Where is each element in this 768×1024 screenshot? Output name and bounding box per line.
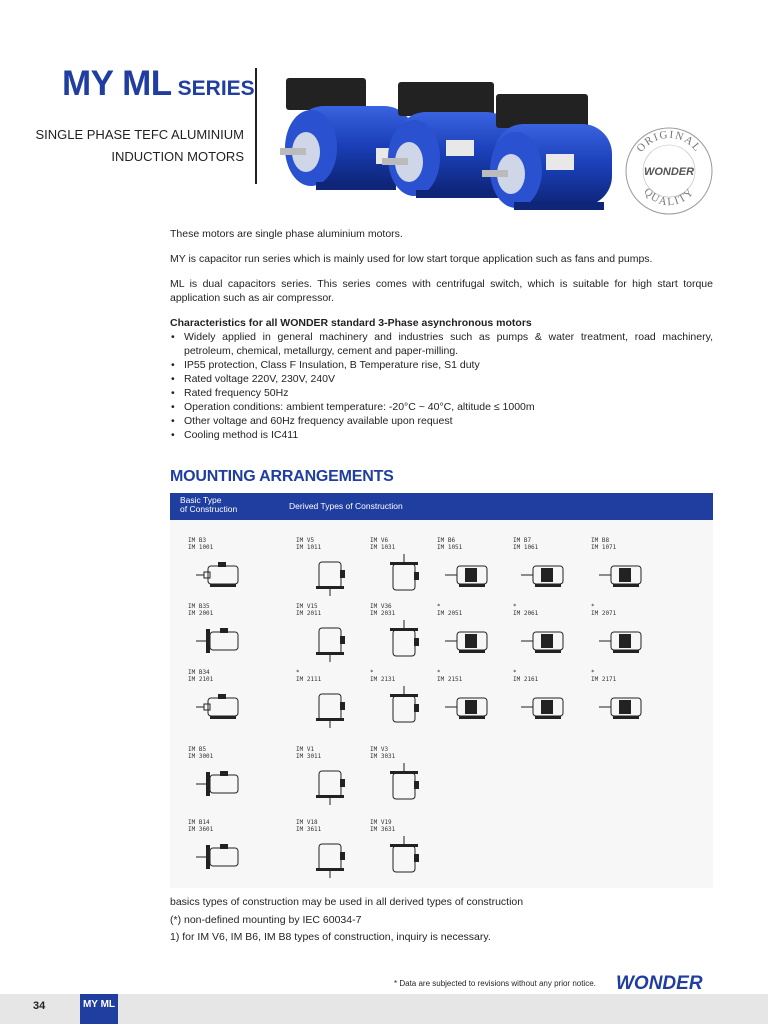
mounting-diagram-icon: [304, 620, 358, 662]
characteristics-title: Characteristics for all WONDER standard 3-Phase asynchronous motors: [170, 317, 532, 329]
seal-brand: WONDER: [643, 166, 695, 178]
mounting-cell: [437, 670, 507, 732]
characteristics-item: • Widely applied in general machinery and industries such as pumps & water treatment, road machinery, petroleum, chemical, metallurgy, cement and paper-milling.: [170, 330, 713, 358]
title-divider: [255, 68, 257, 184]
mounting-cell: [370, 747, 440, 809]
mounting-cell: [370, 604, 440, 666]
mounting-cell-label: IM V5 IM 1011: [296, 537, 322, 551]
mounting-cell-label: * IM 2161: [513, 669, 539, 683]
mounting-cell-label: IM V3 IM 3031: [370, 746, 396, 760]
page-title: [62, 64, 255, 104]
mounting-diagram-icon: [445, 686, 499, 728]
mounting-diagram-icon: [196, 686, 250, 728]
mounting-cell-label: * IM 2111: [296, 669, 322, 683]
mounting-cell: [188, 747, 258, 809]
mounting-cell-label: * IM 2061: [513, 603, 539, 617]
characteristics-item: • Rated frequency 50Hz: [170, 386, 713, 400]
seal-top-text: ORIGINAL: [634, 128, 704, 155]
intro-paragraph-1: These motors are single phase aluminium motors.: [170, 228, 403, 240]
mounting-diagram-icon: [304, 763, 358, 805]
mounting-diagram-icon: [196, 620, 250, 662]
mounting-diagram-icon: [378, 620, 432, 662]
subtitle-line-1: SINGLE PHASE TEFC ALUMINIUM: [35, 127, 244, 142]
mounting-cell: [370, 820, 440, 882]
mounting-cell: [591, 538, 661, 600]
mounting-diagram-icon: [521, 686, 575, 728]
mounting-cell-label: IM B35 IM 2001: [188, 603, 214, 617]
mounting-cell: [513, 670, 583, 732]
mounting-cell-label: IM B14 IM 3601: [188, 819, 214, 833]
mounting-diagram-icon: [304, 554, 358, 596]
title-series: SERIES: [177, 77, 255, 100]
page-number: 34: [33, 1000, 46, 1012]
mounting-diagram-icon: [378, 836, 432, 878]
mounting-cell-label: IM B8 IM 1071: [591, 537, 617, 551]
wonder-logo: [616, 971, 714, 993]
mounting-cell: [591, 670, 661, 732]
mounting-cell: [437, 604, 507, 666]
mounting-cell-label: IM V6 IM 1031: [370, 537, 396, 551]
intro-paragraph-2: MY is capacitor run series which is mainly used for low start torque application such as fans and pumps.: [170, 253, 653, 265]
seal-bottom-text: QUALITY: [641, 185, 697, 209]
characteristics-item: • Cooling method is IC411: [170, 428, 713, 442]
mounting-cell: [513, 604, 583, 666]
mounting-cell-label: IM V18 IM 3611: [296, 819, 322, 833]
characteristics-item: • Operation conditions: ambient temperature: -20°C ~ 40°C, altitude ≤ 1000m: [170, 400, 713, 414]
quality-seal-icon: [624, 126, 714, 216]
mounting-cell: [296, 604, 366, 666]
note-3: 1) for IM V6, IM B6, IM B8 types of construction, inquiry is necessary.: [170, 931, 491, 943]
header-derived-types: Derived Types of Construction: [289, 501, 403, 511]
mounting-diagram-icon: [521, 620, 575, 662]
mounting-diagram-icon: [304, 686, 358, 728]
mounting-cell-label: * IM 2071: [591, 603, 617, 617]
title-main: MY ML: [62, 64, 172, 103]
characteristics-item: • Rated voltage 220V, 230V, 240V: [170, 372, 713, 386]
mounting-grid: [170, 520, 713, 888]
mounting-cell: [591, 604, 661, 666]
mounting-diagram-icon: [378, 686, 432, 728]
mounting-section-title: MOUNTING ARRANGEMENTS: [170, 468, 394, 485]
mounting-diagram-icon: [599, 620, 653, 662]
note-1: basics types of construction may be used in all derived types of construction: [170, 896, 524, 908]
characteristics-item: • Other voltage and 60Hz frequency available upon request: [170, 414, 713, 428]
mounting-cell-label: * IM 2051: [437, 603, 463, 617]
mounting-cell: [370, 538, 440, 600]
mounting-cell: [296, 670, 366, 732]
mounting-diagram-icon: [521, 554, 575, 596]
header-basic-type: Basic Type of Construction: [180, 495, 238, 514]
mounting-cell-label: * IM 2171: [591, 669, 617, 683]
note-2: (*) non-defined mounting by IEC 60034-7: [170, 913, 362, 926]
mounting-cell: [296, 820, 366, 882]
subtitle-line-2: INDUCTION MOTORS: [111, 149, 244, 164]
mounting-cell: [370, 670, 440, 732]
mounting-cell-label: IM B34 IM 2101: [188, 669, 214, 683]
mounting-diagram-icon: [196, 554, 250, 596]
mounting-cell-label: * IM 2151: [437, 669, 463, 683]
motor-3: [482, 94, 612, 210]
mounting-diagram-icon: [445, 620, 499, 662]
mounting-cell-label: IM B3 IM 1001: [188, 537, 214, 551]
mounting-diagram-icon: [196, 836, 250, 878]
footer-section-tab: MY ML: [80, 994, 118, 1024]
mounting-cell-label: IM B6 IM 1051: [437, 537, 463, 551]
logo-text: WONDER: [616, 973, 703, 993]
mounting-diagram-icon: [196, 763, 250, 805]
mounting-cell: [188, 670, 258, 732]
mounting-diagram-icon: [378, 763, 432, 805]
motors-product-image: [276, 70, 616, 215]
mounting-cell-label: IM B5 IM 3001: [188, 746, 214, 760]
mounting-diagram-icon: [304, 836, 358, 878]
mounting-cell: [437, 538, 507, 600]
characteristics-item: • IP55 protection, Class F Insulation, B Temperature rise, S1 duty: [170, 358, 713, 372]
mounting-cell: [513, 538, 583, 600]
revision-notice: * Data are subjected to revisions without any prior notice.: [394, 979, 596, 988]
mounting-cell: [188, 604, 258, 666]
mounting-cell-label: IM B7 IM 1061: [513, 537, 539, 551]
mounting-cell-label: IM V19 IM 3631: [370, 819, 396, 833]
mounting-table-header: [170, 493, 713, 520]
mounting-cell: [188, 538, 258, 600]
mounting-diagram-icon: [599, 686, 653, 728]
mounting-cell-label: IM V15 IM 2011: [296, 603, 322, 617]
mounting-diagram-icon: [378, 554, 432, 596]
page-subtitle: [35, 124, 244, 168]
mounting-cell-label: * IM 2131: [370, 669, 396, 683]
mounting-diagram-icon: [445, 554, 499, 596]
mounting-cell: [188, 820, 258, 882]
mounting-cell-label: IM V1 IM 3011: [296, 746, 322, 760]
intro-paragraph-3: ML is dual capacitors series. This series comes with centrifugal switch, which is suitable for high start torque application such as air compressor.: [170, 278, 713, 304]
notes-section: [170, 894, 523, 947]
mounting-cell: [296, 538, 366, 600]
intro-section: [170, 227, 713, 442]
characteristics-list: [170, 330, 713, 442]
mounting-cell-label: IM V36 IM 2031: [370, 603, 396, 617]
mounting-diagram-icon: [599, 554, 653, 596]
mounting-cell: [296, 747, 366, 809]
